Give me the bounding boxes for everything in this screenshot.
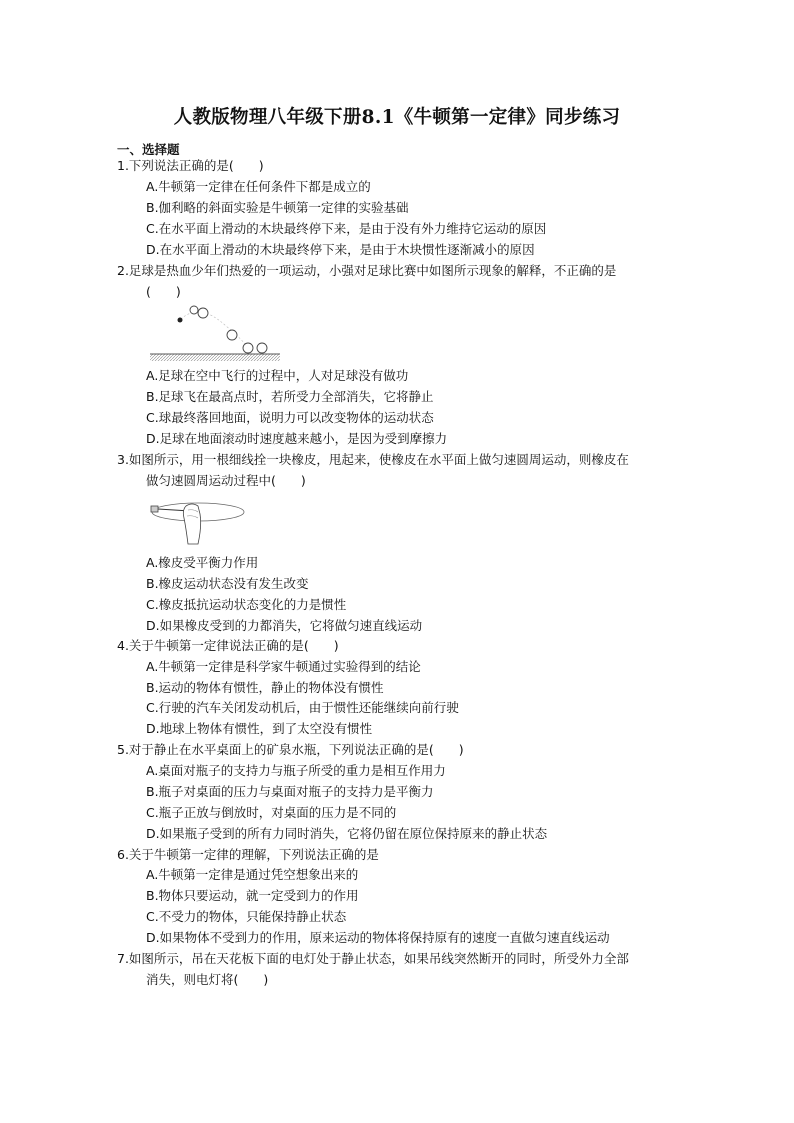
question-5-option-b: B.瓶子对桌面的压力与桌面对瓶子的支持力是平衡力 — [146, 784, 434, 799]
question-7-stem-cont: 消失，则电灯将( ) — [146, 972, 269, 987]
page-title: 人教版物理八年级下册8.1《牛顿第一定律》同步练习 — [173, 107, 621, 128]
question-5-option-c: C.瓶子正放与倒放时，对桌面的压力是不同的 — [146, 805, 397, 820]
question-2-stem: 2.足球是热血少年们热爱的一项运动，小强对足球比赛中如图所示现象的解释，不正确的是 — [117, 263, 617, 278]
question-1-option-d: D.在水平面上滑动的木块最终停下来，是由于木块惯性逐渐减小的原因 — [146, 242, 535, 257]
question-5-stem: 5.对于静止在水平桌面上的矿泉水瓶，下列说法正确的是( ) — [117, 742, 464, 757]
question-4-option-a: A.牛顿第一定律是科学家牛顿通过实验得到的结论 — [146, 659, 421, 674]
question-1-option-b: B.伽利略的斜面实验是牛顿第一定律的实验基础 — [146, 200, 409, 215]
question-6-option-d: D.如果物体不受到力的作用，原来运动的物体将保持原有的速度一直做匀速直线运动 — [146, 930, 610, 945]
question-5-option-a: A.桌面对瓶子的支持力与瓶子所受的重力是相互作用力 — [146, 763, 446, 778]
question-3-option-b: B.橡皮运动状态没有发生改变 — [146, 576, 309, 591]
question-3-option-c: C.橡皮抵抗运动状态变化的力是惯性 — [146, 597, 347, 612]
question-4-option-b: B.运动的物体有惯性，静止的物体没有惯性 — [146, 680, 384, 695]
ball-start — [178, 318, 183, 323]
question-7-stem: 7.如图所示，吊在天花板下面的电灯处于静止状态，如果吊线突然断开的同时，所受外力全部 — [117, 951, 629, 966]
question-2-option-b: B.足球飞在最高点时，若所受力全部消失，它将静止 — [146, 389, 434, 404]
question-3-option-d: D.如果橡皮受到的力都消失，它将做匀速直线运动 — [146, 618, 423, 633]
question-1-stem: 1.下列说法正确的是( ) — [117, 158, 264, 173]
question-3-stem-cont: 做匀速圆周运动过程中( ) — [146, 473, 306, 488]
question-2-option-d: D.足球在地面滚动时速度越来越小，是因为受到摩擦力 — [146, 431, 448, 446]
question-4-option-d: D.地球上物体有惯性，到了太空没有惯性 — [146, 721, 373, 736]
eraser — [151, 506, 158, 512]
ball-rolling — [257, 343, 267, 353]
question-2-option-c: C.球最终落回地面，说明力可以改变物体的运动状态 — [146, 410, 434, 425]
section-heading: 一、选择题 — [117, 142, 180, 157]
ball-landing — [243, 343, 253, 353]
question-4-option-c: C.行驶的汽车关闭发动机后，由于惯性还能继续向前行驶 — [146, 700, 459, 715]
question-6-stem: 6.关于牛顿第一定律的理解，下列说法正确的是 — [117, 847, 379, 862]
question-6-option-b: B.物体只要运动，就一定受到力的作用 — [146, 888, 359, 903]
ground-hatch — [150, 354, 280, 361]
football-trajectory-figure — [148, 302, 282, 364]
question-6-option-c: C.不受力的物体，只能保持静止状态 — [146, 909, 347, 924]
question-3-option-a: A.橡皮受平衡力作用 — [146, 555, 259, 570]
question-5-option-d: D.如果瓶子受到的所有力同时消失，它将仍留在原位保持原来的静止状态 — [146, 826, 548, 841]
question-6-option-a: A.牛顿第一定律是通过凭空想象出来的 — [146, 867, 359, 882]
trajectory-path — [178, 312, 248, 348]
ball-peak — [198, 308, 208, 318]
question-2-stem-cont: ( ) — [146, 284, 181, 299]
question-2-option-a: A.足球在空中飞行的过程中，人对足球没有做功 — [146, 368, 409, 383]
ball-falling — [227, 330, 237, 340]
question-4-stem: 4.关于牛顿第一定律说法正确的是( ) — [117, 638, 339, 653]
question-3-stem: 3.如图所示，用一根细线拴一块橡皮，甩起来，使橡皮在水平面上做匀速圆周运动，则橡皮在 — [117, 452, 629, 467]
question-1-option-c: C.在水平面上滑动的木块最终停下来，是由于没有外力维持它运动的原因 — [146, 221, 547, 236]
eraser-circular-motion-figure — [148, 492, 248, 548]
question-1-option-a: A.牛顿第一定律在任何条件下都是成立的 — [146, 179, 371, 194]
ball-rising — [190, 306, 198, 314]
